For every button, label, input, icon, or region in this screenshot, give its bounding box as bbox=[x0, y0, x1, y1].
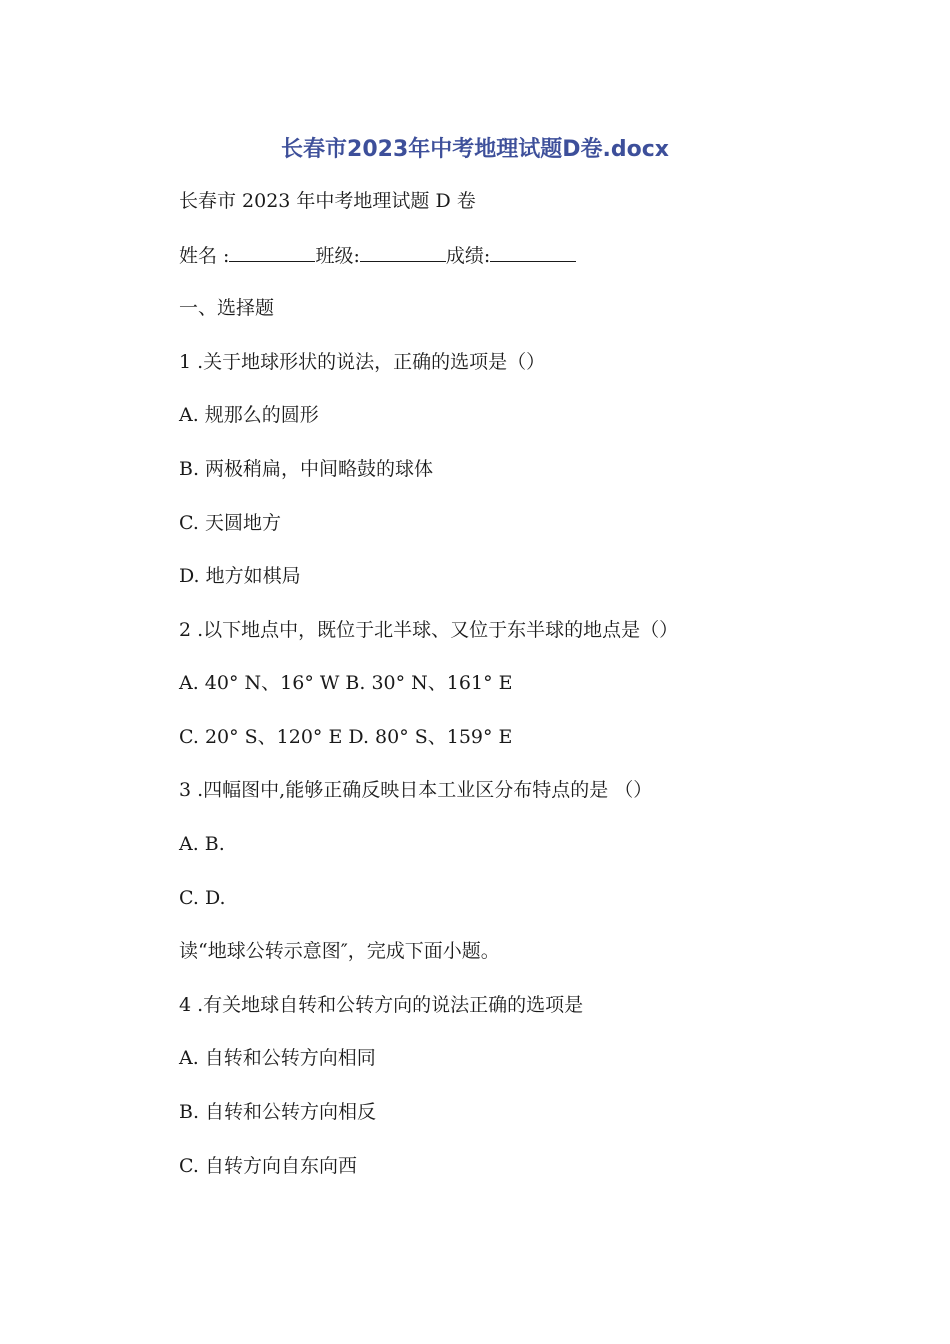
score-label: 成绩: bbox=[445, 245, 491, 267]
question-2-options-ab: A. 40° N、16° W B. 30° N、161° E bbox=[179, 672, 513, 694]
document-title: 长春市2023年中考地理试题D卷.docx bbox=[281, 137, 669, 162]
question-1-option-b: B. 两极稍扁，中间略鼓的球体 bbox=[179, 458, 434, 480]
question-1: 1 .关于地球形状的说法，正确的选项是（） bbox=[179, 351, 546, 373]
section-heading: 一、选择题 bbox=[179, 297, 275, 319]
name-label: 姓名 : bbox=[179, 245, 230, 267]
question-3-options-cd: C. D. bbox=[179, 887, 226, 909]
question-2-options-cd: C. 20° S、120° E D. 80° S、159° E bbox=[179, 726, 513, 748]
question-3-options-ab: A. B. bbox=[179, 833, 225, 855]
class-label: 班级: bbox=[315, 245, 360, 267]
question-4: 4 .有关地球自转和公转方向的说法正确的选项是 bbox=[179, 994, 584, 1016]
question-2: 2 .以下地点中，既位于北半球、又位于东半球的地点是（） bbox=[179, 619, 679, 641]
exam-heading: 长春市 2023 年中考地理试题 D 卷 bbox=[179, 190, 476, 212]
question-3: 3 .四幅图中,能够正确反映日本工业区分布特点的是 （） bbox=[179, 779, 653, 801]
reading-prompt: 读“地球公转示意图″，完成下面小题。 bbox=[179, 940, 500, 962]
class-blank bbox=[360, 241, 446, 262]
question-1-option-a: A. 规那么的圆形 bbox=[179, 404, 319, 426]
question-4-option-c: C. 自转方向自东向西 bbox=[179, 1155, 357, 1177]
question-4-option-b: B. 自转和公转方向相反 bbox=[179, 1101, 377, 1123]
question-1-option-c: C. 天圆地方 bbox=[179, 512, 281, 534]
question-1-option-d: D. 地方如棋局 bbox=[179, 565, 301, 587]
name-blank bbox=[229, 241, 315, 262]
student-info-line bbox=[179, 241, 576, 270]
question-4-option-a: A. 自转和公转方向相同 bbox=[179, 1047, 376, 1069]
score-blank bbox=[490, 241, 576, 262]
